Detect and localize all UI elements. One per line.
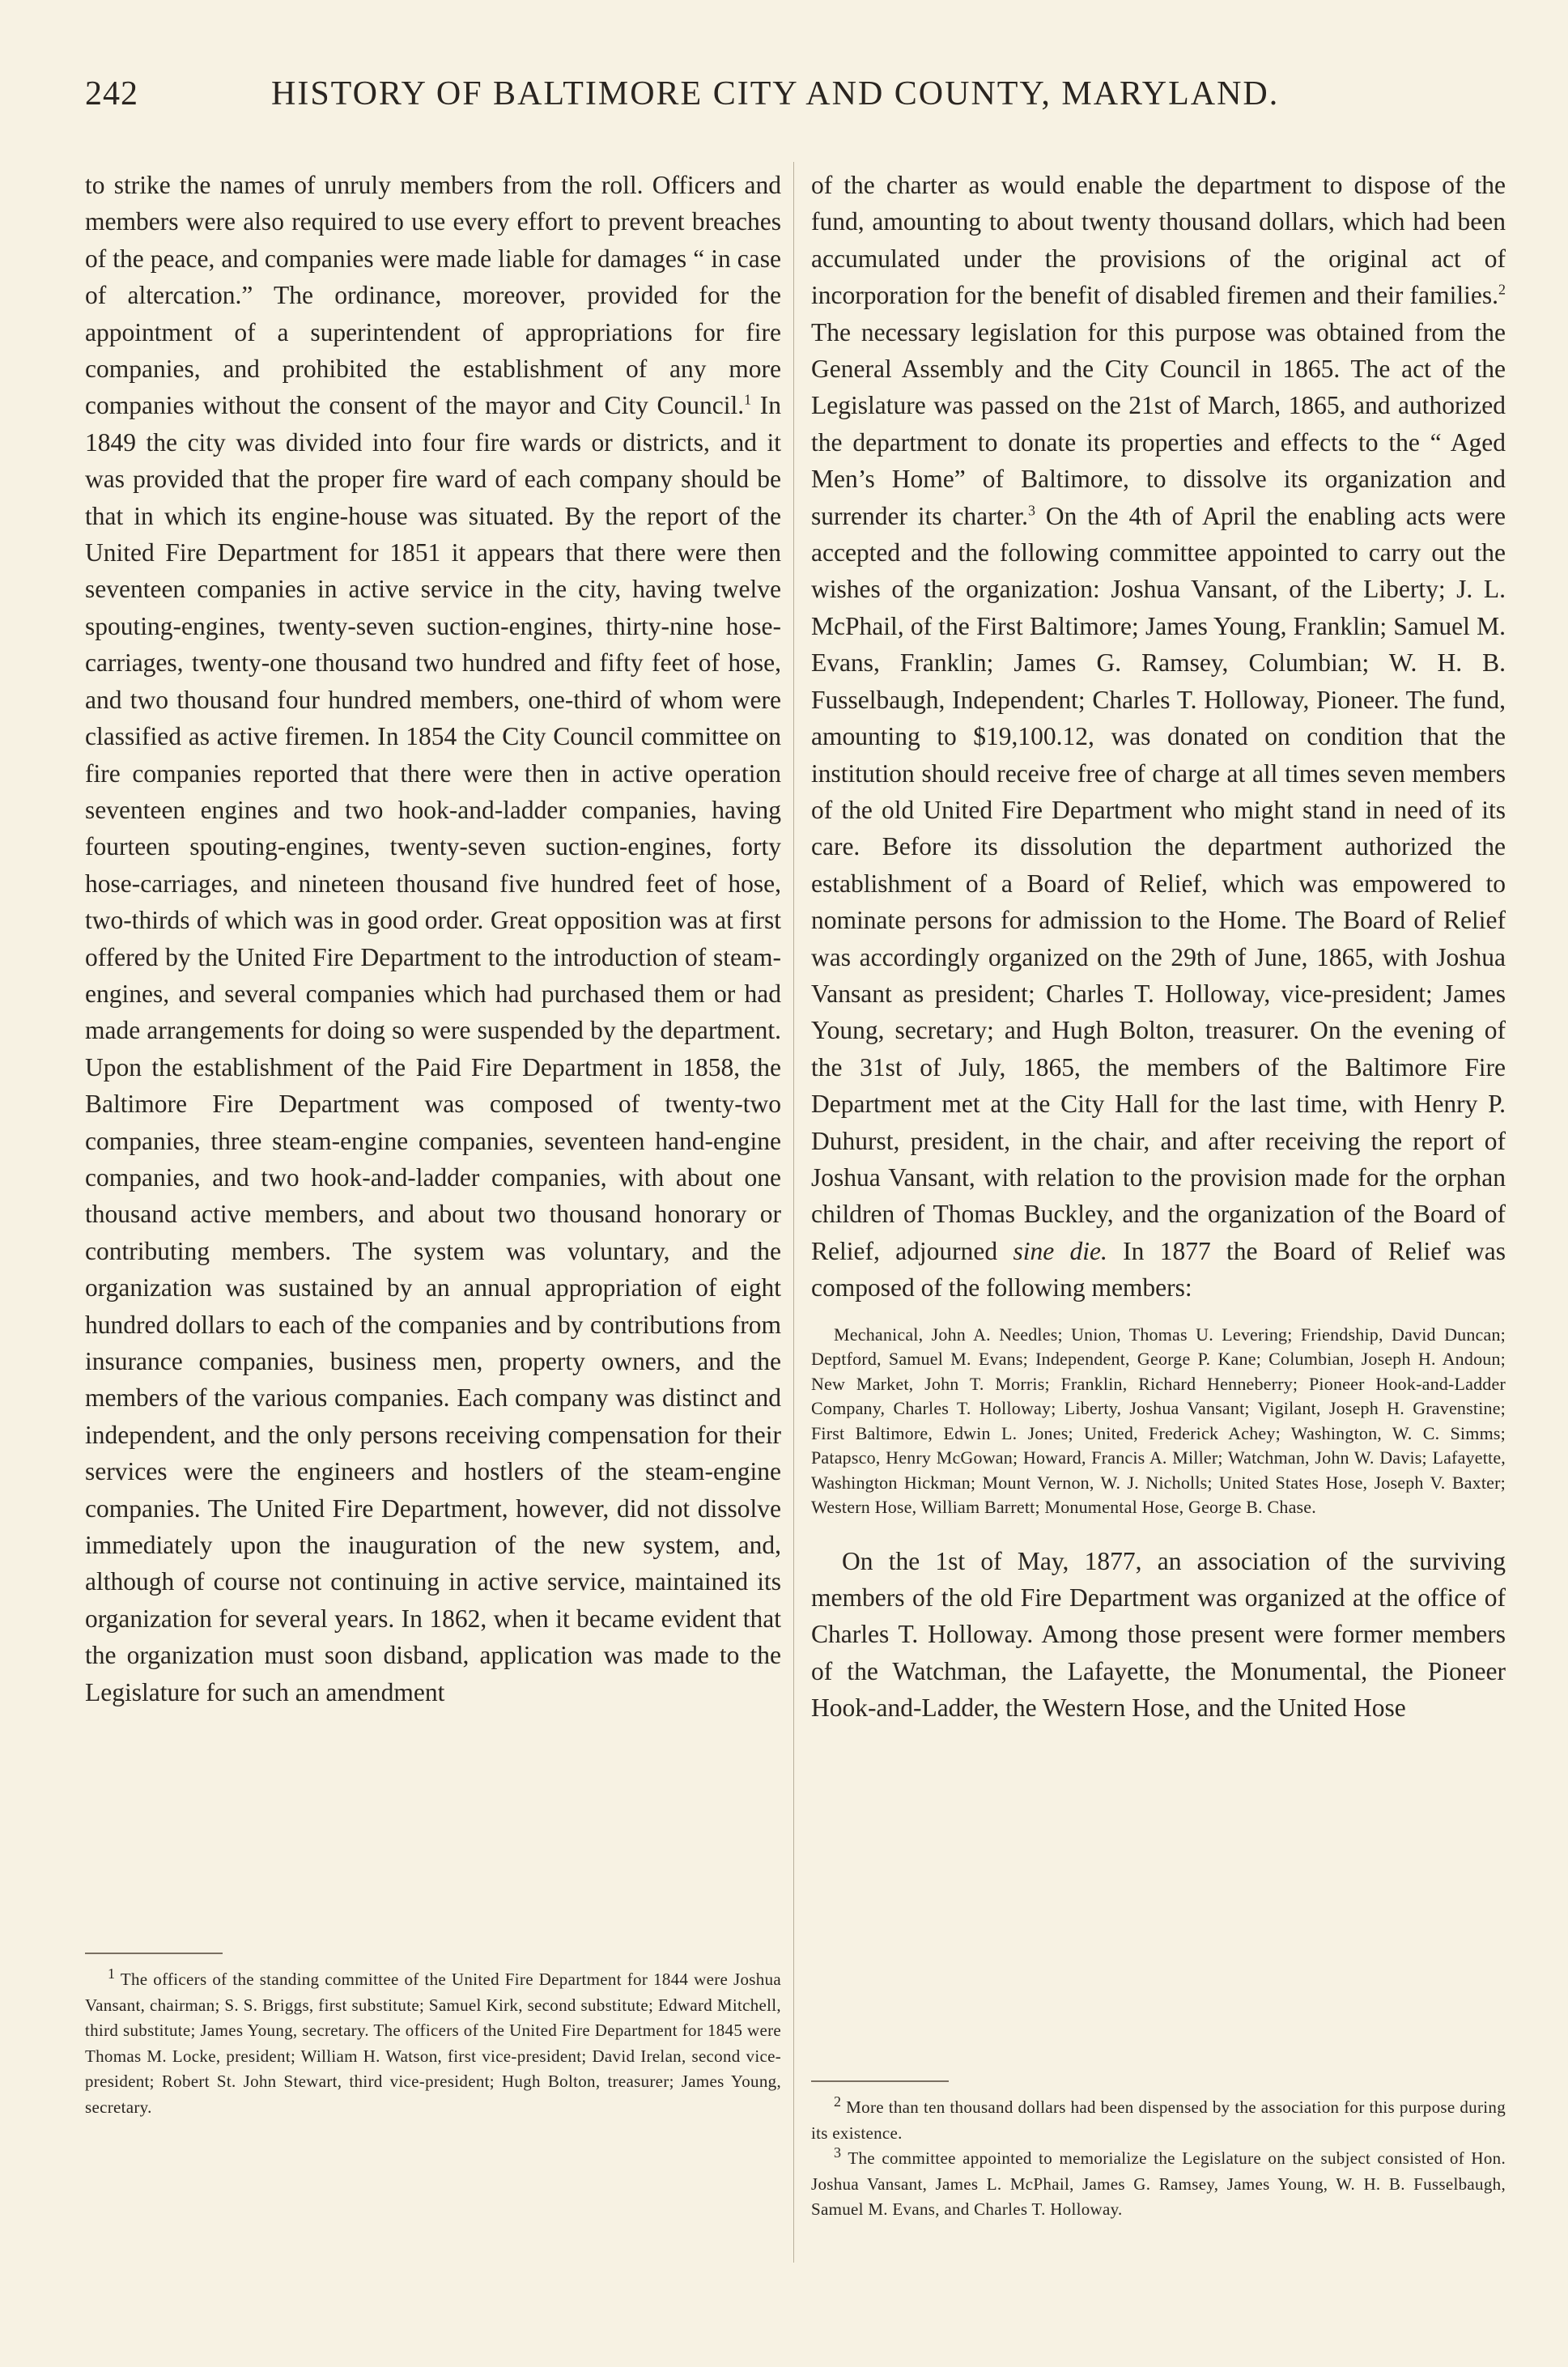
text-run: In 1877 the Board of Relief was composed of the following members: [811,1236,1506,1302]
text-run: The necessary legislation for this purpose was obtained from the General Assembly and the City Council in 1865. The act of the Legislature was passed on the 21st of March, 1865, and authorized the department to donate its properties and effects to the “ Aged Men’s Home” of Baltimore, to dissolve its organization and surrender its charter. [811,317,1506,530]
footnote-marker: 1 [108,1965,116,1982]
footnote-marker: 2 [834,2093,842,2110]
page-number: 242 [85,75,138,113]
page-header [85,74,1340,123]
footnote-text: The committee appointed to memorialize the Legislature on the subject consisted of Hon. Joshua Vansant, James L. McPhail, James G. Ramsey, James Young, W. H. B. Fusselbaugh, Samuel M. Evans, and Charles T. Holloway. [811,2148,1506,2219]
footnote-marker: 3 [834,2144,842,2161]
text-run: of the charter as would enable the department to dispose of the fund, amounting to about twenty thousand dollars, which had been accumulated under the provisions of the original act of incorporation for the benefit of disabled firemen and their families. [811,171,1506,310]
footnotes-left [85,1967,781,2120]
footnote-2 [811,2095,1506,2146]
text-run: In 1849 the city was divided into four fire wards or districts, and it was provided that the proper fire ward of each company should be that in which its engine-house was situated. By the report of the United Fire Department for 1851 it appears that there were then seventeen companies in active service in the city, having twelve spouting-engines, twenty-seven suction-engines, thirty-nine hose-carriages, twenty-one thousand two hundred and fifty feet of hose, and two thousand four hundred members, one-third of whom were classified as active firemen. In 1854 the City Council committee on fire companies reported that there were then in active operation seventeen engines and two hook-and-ladder companies, having fourteen spouting-engines, twenty-seven suction-engines, forty hose-carriages, and nineteen thousand five hundred feet of hose, two-thirds of which was in good order. Great opposition was at first offered by the United Fire Department to the introduction of steam-engines, and several companies which had purchased them or had made arrangements for doing so were suspended by the department. Upon the establishment of the Paid Fire Department in 1858, the Baltimore Fire Department was composed of twenty-two companies, three steam-engine companies, seventeen hand-engine companies, and two hook-and-ladder companies, with about one thousand active members, and about two thousand honorary or contributing members. The system was voluntary, and the organization was sustained by an annual appropriation of eight hundred dollars to each of the companies and by contributions from insurance companies, business men, property owners, and the members of the various companies. Each company was distinct and independent, and the only persons receiving compensation for their services were the engineers and hostlers of the steam-engine companies. The United Fire Department, however, did not dissolve immediately upon the inauguration of the new system, and, although of course not continuing in active service, maintained its organization for several years. In 1862, when it became evident that the organization must soon disband, application was made to the Legislature for such an amendment [85,391,781,1706]
footnote-text: The officers of the standing committee of the United Fire Department for 1844 were Joshua Vansant, chairman; S. S. Briggs, first substitute; Samuel Kirk, second substitute; Edward Mitchell, third substitute; James Young, secretary. The officers of the United Fire Department for 1845 were Thomas M. Locke, president; William H. Watson, first vice-president; David Irelan, second vice-president; Robert St. John Stewart, third vice-president; Hugh Bolton, treasurer; James Young, secretary. [85,1970,781,2117]
footnote-rule-right [811,2080,949,2082]
footnote-rule-left [85,1953,223,1954]
footnotes-right [811,2095,1506,2223]
right-paragraph-2: On the 1st of May, 1877, an association of the surviving members of the old Fire Department was organized at the office of Charles T. Holloway. Among those present were former members of the Watchman, the Lafayette, the Monumental, the Pioneer Hook-and-Ladder, the Western Hose, and the United Hose [811,1546,1506,1723]
latin-phrase: sine die. [1013,1236,1107,1265]
text-run: On the 4th of April the enabling acts were accepted and the following committee appointed to carry out the wishes of the organization: Joshua Vansant, of the Liberty; J. L. McPhail, of the First Baltimore; James Young, Franklin; Samuel M. Evans, Franklin; James G. Ramsey, Columbian; W. H. B. Fusselbaugh, Independent; Charles T. Holloway, Pioneer. The fund, amounting to $19,100.12, was donated on condition that the institution should receive free of charge at all times seven members of the old United Fire Department who might stand in need of its care. Before its dissolution the department authorized the establishment of a Board of Relief, which was empowered to nominate persons for admission to the Home. The Board of Relief was accordingly organized on the 29th of June, 1865, with Joshua Vansant as president; Charles T. Holloway, vice-president; James Young, secretary; and Hugh Bolton, treasurer. On the evening of the 31st of July, 1865, the members of the Baltimore Fire Department met at the City Hall for the last time, with Henry P. Duhurst, president, in the chair, and after receiving the report of Joshua Vansant, with relation to the provision made for the orphan children of Thomas Buckley, and the organization of the Board of Relief, adjourned [811,501,1506,1265]
left-column [85,167,781,1710]
right-column [811,167,1506,1727]
footnote-ref-1[interactable]: 1 [744,391,752,408]
footnote-ref-3[interactable]: 3 [1027,502,1035,519]
running-title: HISTORY OF BALTIMORE CITY AND COUNTY, MARYLAND. [271,75,1280,113]
board-members-list: Mechanical, John A. Needles; Union, Thomas U. Levering; Friendship, David Duncan; Deptford, Samuel M. Evans; Independent, George P. Kane; Columbian, Joseph H. Andoun; New Market, John T. Morris; Franklin, Richard Henneberry; Pioneer Hook-and-Ladder Company, Charles T. Holloway; Liberty, Joshua Vansant; Vigilant, Joseph H. Gravenstine; First Baltimore, Edwin L. Jones; United, Frederick Achey; Washington, W. C. Simms; Patapsco, Henry McGowan; Howard, Francis A. Miller; Watchman, John W. Davis; Lafayette, Washington Hickman; Mount Vernon, W. J. Nicholls; United States Hose, Joseph V. Baxter; Western Hose, William Barrett; Monumental Hose, George B. Chase. [811,1324,1506,1518]
footnote-ref-2[interactable]: 2 [1498,281,1506,298]
text-run: to strike the names of unruly members from the roll. Officers and members were also required to use every effort to prevent breaches of the peace, and companies were made liable for damages “ in case of altercation.” The ordinance, moreover, provided for the appointment of a superintendent of appropriations for fire companies, and prohibited the establishment of any more companies without the consent of the mayor and City Council. [85,171,781,420]
footnote-1 [85,1967,781,2120]
right-paragraph-1 [811,167,1506,1307]
left-paragraph [85,167,781,1710]
footnote-3 [811,2146,1506,2223]
footnote-text: More than ten thousand dollars had been dispensed by the association for this purpose during its existence. [811,2097,1506,2143]
column-divider [793,162,794,2263]
